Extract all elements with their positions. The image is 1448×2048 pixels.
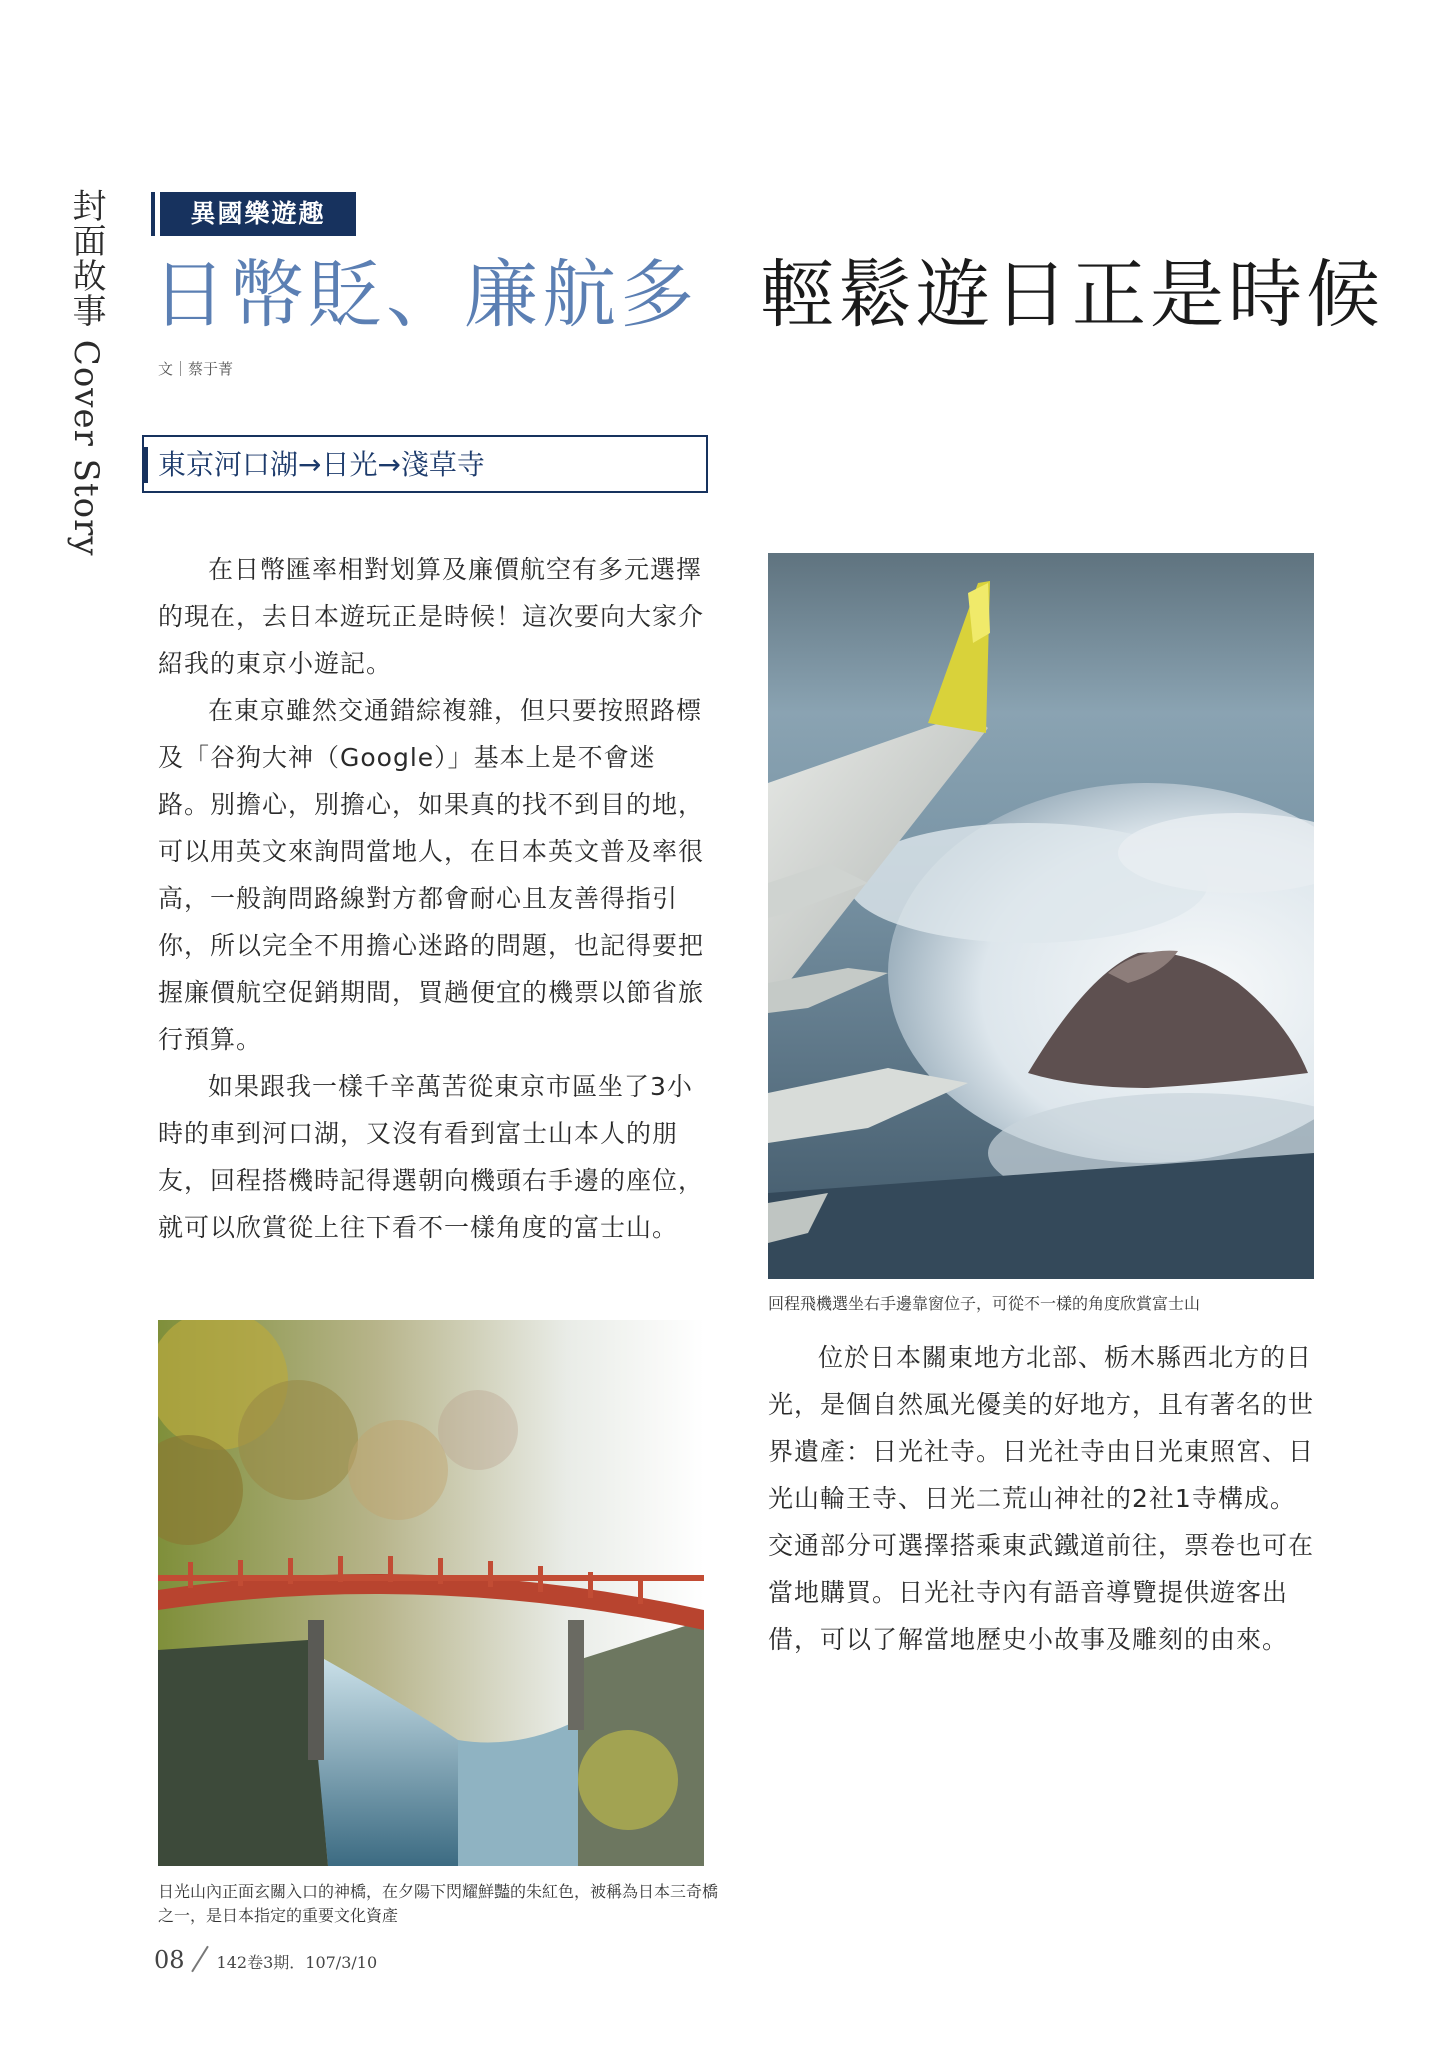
route-heading: 東京河口湖→日光→淺草寺	[158, 448, 485, 481]
issue-info: 142卷3期．107/3/10	[216, 1953, 378, 1972]
page-footer	[154, 1944, 377, 1974]
paragraph-1: 在日幣匯率相對划算及廉價航空有多元選擇的現在，去日本遊玩正是時候！這次要向大家介紹我的東京小遊記。	[158, 555, 705, 678]
sidebar-cover-story: 封面故事 Cover Story	[66, 188, 106, 557]
route-heading-accent	[142, 447, 148, 483]
page-title	[152, 250, 1384, 340]
footer-divider	[191, 1946, 209, 1973]
title-part-2: 輕鬆遊日正是時候	[760, 252, 1384, 338]
shinkyo-bridge-photo	[158, 1320, 704, 1866]
plane-fuji-photo	[768, 553, 1314, 1279]
route-heading-box	[142, 435, 708, 493]
section-tag: 異國樂遊趣	[160, 192, 356, 236]
paragraph-3: 如果跟我一樣千辛萬苦從東京市區坐了3小時的車到河口湖，又沒有看到富士山本人的朋友，回程搭機時記得選朝向機頭右手邊的座位，就可以欣賞從上往下看不一樣角度的富士山。	[158, 1072, 705, 1242]
paragraph-2: 在東京雖然交通錯綜複雜，但只要按照路標及「谷狗大神（Google）」基本上是不會迷路。別擔心，別擔心，如果真的找不到目的地，可以用英文來詢問當地人，在日本英文普及率很高，一般詢問路線對方都會耐心且友善得指引你，所以完全不用擔心迷路的問題，也記得要把握廉價航空促銷期間，買趟便宜的機票以節省旅行預算。	[158, 696, 705, 1054]
author-byline: 文｜蔡于菁	[158, 360, 234, 378]
plane-photo-caption: 回程飛機選坐右手邊靠窗位子，可從不一樣的角度欣賞富士山	[768, 1294, 1201, 1313]
paragraph-4: 位於日本關東地方北部、栃木縣西北方的日光，是個自然風光優美的好地方，且有著名的世界遺產：日光社寺。日光社寺由日光東照宮、日光山輪王寺、日光二荒山神社的2社1寺構成。交通部分可選擇搭乘東武鐵道前往，票卷也可在當地購買。日光社寺內有語音導覽提供遊客出借，可以了解當地歷史小故事及雕刻的由來。	[768, 1343, 1315, 1654]
title-part-1: 日幣貶、廉航多	[152, 252, 698, 338]
bridge-photo-caption: 日光山內正面玄關入口的神橋，在夕陽下閃耀鮮豔的朱紅色，被稱為日本三奇橋之一，是日本指定的重要文化資產	[158, 1882, 719, 1925]
page-number: 08	[154, 1946, 185, 1974]
